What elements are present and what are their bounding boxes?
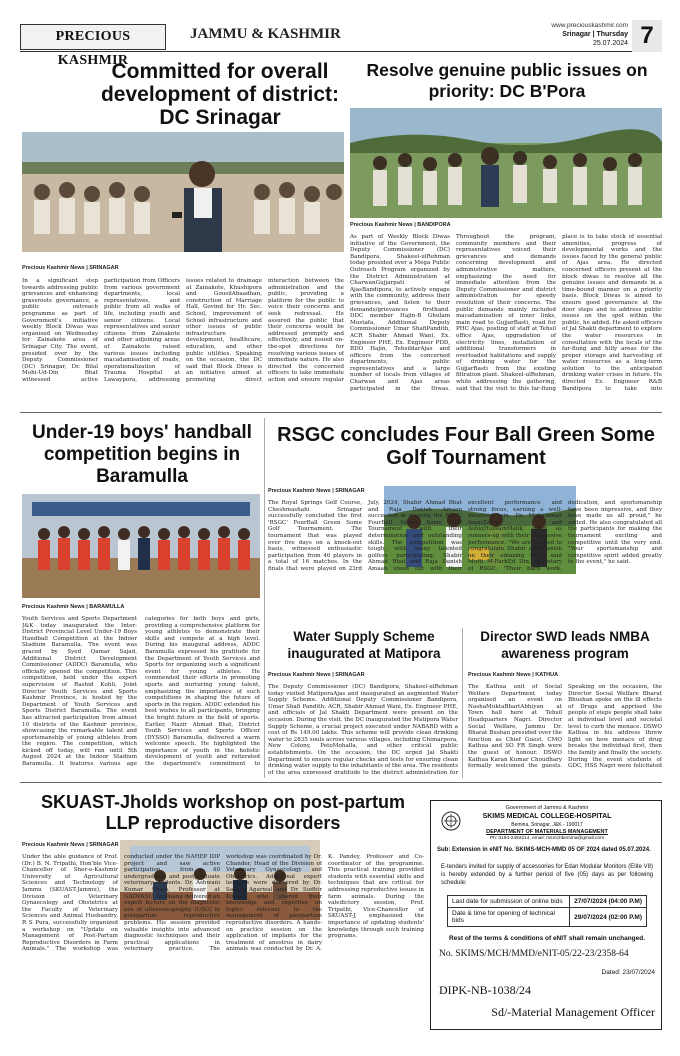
dateline: Srinagar | Thursday	[562, 31, 628, 38]
notice-dipk: DIPK-NB-1038/24	[439, 983, 531, 997]
divider-2	[20, 782, 662, 783]
schedule-value: 29/07/2024 (02:00 P.M)	[570, 908, 647, 927]
notice-org: SKIMS MEDICAL COLLEGE-HOSPITAL	[482, 813, 612, 820]
schedule-value: 27/07/2024 (04:00 P.M)	[570, 896, 647, 908]
article-2-headline: Resolve genuine public issues on priority: DC B'Pora	[366, 60, 648, 101]
notice-address: Bemina, Srinagar, J&K - 190017	[511, 822, 583, 828]
section-title: JAMMU & KASHMIR	[190, 26, 341, 42]
notice-rest: Rest of the terms & conditions of eNIT shall remain unchanged.	[448, 935, 646, 942]
article-6-headline: Director SWD leads NMBA awareness program	[480, 629, 650, 661]
schedule-row	[448, 896, 647, 908]
article-7-byline: Precious Kashmir News | SRINAGAR	[22, 842, 119, 848]
tender-notice	[430, 800, 662, 1030]
article-3-headline: Under-19 boys' handball competition begins in Baramulla	[32, 422, 252, 487]
notice-ref-no: No. SKIMS/MCH/MMD/eNIT-05/22-23/2358-64	[439, 949, 629, 959]
notice-ref-date: Dated: 23/07/2024	[601, 969, 655, 976]
schedule-label: Last date for submission of online bids	[448, 896, 570, 908]
issue-date: 25.07.2024	[592, 40, 628, 47]
divider-1	[20, 412, 662, 413]
handball-team-photo-icon	[22, 494, 260, 598]
article-3-photo	[22, 494, 260, 598]
article-3-body: Youth Services and Sports Department J&K today inaugurated the Inter-District Provincial Level Under-19 Boys Handball Competition at the Indoor Stadium Baramulla. The event was graced by Syed Qamar Sajad, Additional District Development Commissioner (ADDC) Baramulla, who officially opened the competition. This competition, held under the expert supervision of Rashid Kohli, Joint Director Youth Services and Sports Kashmir Province, is hosted by the Department of Youth Services and Sports District Baramulla. The event has attracted participation from almost 10 districts of the Kashmir province, showcasing the remarkable talent and sportsmanship of young athletes from the region. The competition, which kicked off today, will run until 5th August 2024 at the Indoor Stadium Baramulla. It features various age categories for both boys and girls, providing a comprehensive platform for young athletes to demonstrate their skills and compete at a high level. During his inaugural address, ADDC Baramulla expressed his gratitude for the Department of Youth Services and Sports for organizing such a significant event for young athletes. He commended their efforts in promoting sports and nurturing young talent, emphasizing the importance of such competitions in shaping the future of sports in the region. ADDC extended his best wishes to all participants, bringing the bright future in the field of sports. Earlier, Nazir Ahmad Bhat, District Youth Services and Sports Officer (DYSSO) Baramulla, delivered a warm welcome speech. He highlighted the importance of youth in the holistic development of youth and reiterated the department's commitment to	[22, 616, 260, 768]
notice-subject-line	[437, 847, 657, 853]
brand-logo: PRECIOUS KASHMIR	[20, 24, 166, 50]
schedule-label: Date & time for opening of technical bids	[448, 908, 570, 927]
article-7-headline: SKUAST-Jholds workshop on post-partum LLP reproductive disorders	[40, 792, 405, 833]
article-3-byline: Precious Kashmir News | BARAMULLA	[22, 604, 125, 610]
article-5-headline: Water Supply Scheme inaugurated at Matipora	[287, 629, 441, 661]
article-1-body: In a significant step towards addressing public grievances and enhancing grassroots governance, a public outreach programme as part of Government's initiative weekly Block Diwas was organised on Wednesday for Zainakote area of Srinagar City. The event, presided over by the Deputy Commissioner (DC) Srinagar, Dr. Bilal Mohi-Ud-Din Bhat witnessed active participation from Officers from various government departments, local representatives, and public from all walks of life, including youth and senior citizens. Local representatives and senior citizens from Zainakote and other adjoining areas of Zainakote raised various issues including macadamisation of roads, operationalization of Trauma Hospital at Lawaypora, addressing issues related to drainage at Zainakote, Khushipora and GousilAbaadhan, construction of Marriage Hall, Govind for Hr. Sec. School, improvement of School infrastructure and other issues of public infrastructure development, healthcare, education, and other public utilities. Speaking on the occasion, the DC said that Block Diwas is an initiative aimed at promoting direct interaction between the administration and the public, providing a platform for the public to voice their concerns and seek redressal. He assured the public that their concerns would be addressed promptly and effectively, and issued on-the-spot directions for resolving various issues of immediate nature. He also directed the concerned officers to take immediate action and ensure regular	[22, 278, 344, 383]
article-2-photo	[350, 108, 662, 218]
article-5-body: The Deputy Commissioner (DC) Bandipora, Shakeel-ulRehman today visited MatiporaAjas and inaugurated an augmented Water Supply Scheme. Additional Deputy Commissioner Bandipora, Umar Shafi Pandith; ACR, Shabir Ahmad Wani, Ex. Engineer PHE, and officials of Jal Shakti Department were present on the occasion. During the visit, the DC inaugurated the Matipora Water Supply Scheme, a crucial project executed under NABARD with a cost of Rs 149.00 lakhs. This scheme will provide clean drinking water to 2835 souls across various villages, including Chimarpora, New Colony, PetoMohalla, and other critical public establishments. On the occasion, the DC urged Jal Shakti Department to ensure regular checks and tests for ensuring clean drinking water supply to the inhabitants of the area. The residents of the area expressed gratitude to the district administration for	[268, 684, 458, 774]
notice-govt: Government of Jammu & Kashmir	[505, 805, 589, 811]
article-4-headline: RSGC concludes Four Ball Green Some Golf Tournament	[277, 424, 655, 469]
article-1-headline: Committed for overall development of district: DC Srinagar	[100, 60, 340, 129]
article-7-body: Under the able guidance of Prof. (Dr.) B. N. Tripathi, Hon'ble Vice-Chancellor of Sher-e-Kashmir University of Agricultural Sciences and Technology of Jammu (SKUAST-Jammu), the Division of Veterinary Gynaecology and Obstetrics at the Faculty of Veterinary Sciences and Animal Husbandry, R S Pura, successfully organized a workshop on "Update on Management of Post-Partum Reproductive Disorders in Farm Animals." The workshop was conducted under the NAHEP IDP project and saw active participation from 40 undergraduate and postgraduate veterinary students. Dr. Ashwani Kumar Singh, Professor at GADVASU, Ludhiana delivered an expert lecture on the diagnostic use of ultrasonography (USG) in postpartum reproductive problems. His session provided valuable insights into advanced diagnostic techniques and their practical applications in veterinary practice. The workshop was coordinated by Dr. Chander, Head of the Division of Veterinary Gynaecology and Obstetrics. Additional expert lectures were delivered by Dr. Sanjay Agarwal and Dr. Sudhir Kumar, who shared their knowledge and expertise on topics relevant to the management of postpartum reproductive disorders. A hands-on practice session on the application of implants for the treatment of anestrus in dairy animals was conducted by Dr. A. K. Pandey, Professor and Co-coordinator of the programme. This practical training provided students with essential skills and techniques that are critical for addressing reproductive issues in farm animals. During the valedictory session, Prof. Tripathi, Vice-Chancellor of SKUAST-J, emphasized the importance of updating students' knowledge through such training programs.	[22, 854, 424, 953]
outdoor-meeting-photo-icon	[350, 108, 662, 218]
article-4-byline: Precious Kashmir News | SRINAGAR	[268, 488, 365, 494]
notice-dept: DEPARTMENT OF MATERIALS MANAGEMENT	[486, 829, 608, 835]
article-6-byline: Precious Kashmir News | KATHUA	[468, 672, 559, 678]
article-5-byline: Precious Kashmir News | SRINAGAR	[268, 672, 365, 678]
article-4-body: The Royal Springs Golf Course, Cheshmashahi Srinagar successfully concluded the first 'RSGC' FourBall Green Some Golf Tournament. The tournament that was played over five days on a knock-out basis, witnessed enthusiastic participation from 40 players in a total of 16 matches. In the finals that were played on 23rd July, 2024, Shabir Ahmad Bhat and Raja Danish Amaan succeeded in winning the RSGC FourBall Green Some Golf Tournament with their determination and outstanding skills. The competition was tough, with many talented golfers participating. Shabir Ahmad Bhat and Raja Danish Amaan stood out with their excellent performance and strong focus, earning a well-deserved win. Dr. Mohammad InamZaroo and AshiqHussainMalik stood as runners-up with their impressive performance. "We are thrilled to congratulate Shabir and Danish on their amazing win," said Mufti M-FarhEd Din, Secretary of RSGC. "Their hard work, dedication, and sportsmanship have been impressive, and they have made us all proud," he added. He also congratulated all the participants for making the tournament exciting and competitive until the very end. "Your sportsmanship and competitive spirit added greatly to the event," he said.	[268, 500, 662, 572]
notice-paragraph: E-tenders invited for supply of accessories for Edan Modular Monitors (Elite V8) is hereby extended by a further period of five (05) days as per following schedule:	[441, 864, 653, 886]
notice-schedule-table	[447, 895, 647, 927]
article-2-byline-visible: Precious Kashmir News | BANDIPORA	[350, 222, 451, 228]
article-6-body: The Kathua unit of Social Welfare Department today organised an event on NashaMuktaBhartAbhiyan at Town hall here at Tehsil Headquarters Nagri. Director Social Welfare, Jammu Dr. Bharat Bushan presided over the function as Chief Guest. CMO Kathua and SO FR Singh were the guest of honour. DSWO Kathua Karan Kumar Choudhary formally welcomed the guests. Speaking on the occasion, the Director Social Welfare Bharat Bhushan spoke on the ill effects of Drugs and apprised the people of steps people shall take at individual level and societal level to curb the menace. DSWO Kathua in his address threw light on how menace of drug breaks the individual first, then the family and finally the society. During the event students of GDC, HSS Nagri were felicitated	[468, 684, 662, 770]
column-divider-1	[264, 418, 265, 778]
notice-subject: Extension in eNIT No. SKIMS-MCH-MMD 05 OF 2024 dated 05.07.2024.	[452, 847, 651, 853]
masthead	[20, 20, 662, 68]
column-divider-2	[462, 628, 463, 778]
audience-photo-icon	[22, 132, 344, 252]
article-1-photo	[22, 132, 344, 252]
notice-contact: Ph: 0194-2492214, email: msmchbemina@gmail.com	[489, 836, 605, 841]
article-2-body: As part of Weekly Block Diwas initiative of the Government, the Deputy Commissioner (DC) Bandipora, Shakeel-ulRehman today presided over a Mega Public Outreach Program organized by the District Administration at CharwanGujjarpati of AjasBandipora, to actively engage with the community, address their grievances, and listen to their demands/grievances firsthand. DDC member Hajin-B Ghulam Mustafa, Additional Deputy Commissioner Umar ShafiPandith, ACR Shabir Ahmad Wani, Ex. Engineer PHE, Ex. Engineer PDD, BDO Hajin, TehsildarAjas and officers from the concerned departments, public representatives and a large number of locals from villages of Charwan and Ajas areas participated in the Diwas. Throughout the program, community members and their representatives voiced their grievances and demands concerning development and administrative matters, emphasizing the need for immediate attention from the Deputy Commissioner and district administration for speedy resolution of their concerns. The public demands mainly included macadamization of inner links, main road to GujjarBasti, road for PHC Ajas, posting of staff at Tehsil office Ajas, upgradation of electricity lines, installation of additional transformers in overloaded habitations and supply of drinking water for the GujjarBasti from the existing filtration plant. Shakeel-ulRehman, while addressing the gathering, said that the visit to this far-flung place is to take stock of essential amenities, progress of developmental works and the issues faced by the general public of Ajas area. He directed concerned officers present at the block diwas to resolve all the genuine issues and demands in a time-bound manner on a priority basis. Block Diwas is aimed to ensure good governance at the door steps and to address public issues on the spot within the public, he added. He asked officers of Jal Shakti department to explore the water resources in consultation with the locals of the far-flung and hilly areas for the proper storage and harvesting of water resources as a long-term solution to the anticipated drinking water crises in future. He directed Ex. Engineer R&B Bandipora to take into	[350, 234, 662, 392]
schedule-row	[448, 908, 647, 927]
website-link[interactable]: www.preciouskashmir.com	[551, 22, 628, 29]
notice-sub-label: Sub:	[437, 847, 451, 853]
notice-signature: Sd/-Material Management Officer	[491, 1005, 655, 1019]
article-1-byline: Precious Kashmir News | SRINAGAR	[22, 265, 119, 271]
page-number: 7	[632, 20, 662, 52]
